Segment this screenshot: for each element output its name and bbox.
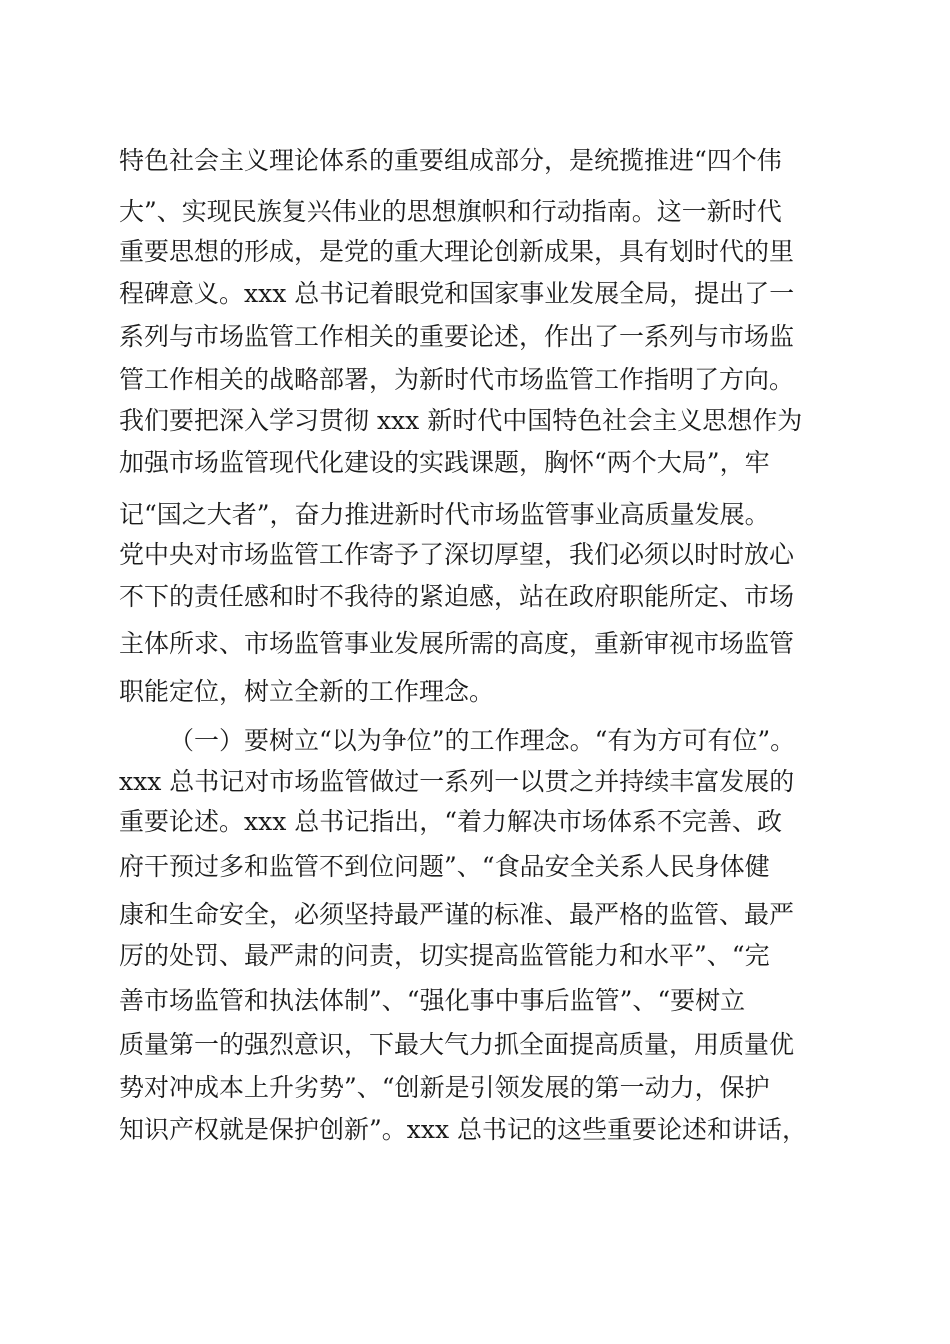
text-line: 大”、实现民族复兴伟业的思想旗帜和行动指南。这一新时代 bbox=[119, 197, 782, 226]
text-line: 康和生命安全，必须坚持最严谨的标准、最严格的监管、最严 bbox=[119, 900, 795, 929]
text-line: 党中央对市场监管工作寄予了深切厚望，我们必须以时时放心 bbox=[119, 540, 795, 569]
text-line: 知识产权就是保护创新”。xxx 总书记的这些重要论述和讲话， bbox=[119, 1115, 808, 1144]
text-line: 我们要把深入学习贯彻 xxx 新时代中国特色社会主义思想作为 bbox=[119, 406, 803, 435]
text-line: 记“国之大者”，奋力推进新时代市场监管事业高质量发展。 bbox=[119, 500, 770, 529]
text-line: 重要论述。xxx 总书记指出，“着力解决市场体系不完善、政 bbox=[119, 807, 783, 836]
text-line: 不下的责任感和时不我待的紧迫感，站在政府职能所定、市场 bbox=[119, 582, 795, 611]
text-line: 程碑意义。xxx 总书记着眼党和国家事业发展全局，提出了一 bbox=[119, 279, 795, 308]
text-line: 特色社会主义理论体系的重要组成部分，是统揽推进“四个伟 bbox=[119, 146, 782, 175]
text-line: 势对冲成本上升劣势”、“创新是引领发展的第一动力，保护 bbox=[119, 1073, 770, 1102]
text-line: 府干预过多和监管不到位问题”、“食品安全关系人民身体健 bbox=[119, 852, 770, 881]
text-line: 管工作相关的战略部署，为新时代市场监管工作指明了方向。 bbox=[119, 365, 795, 394]
text-line: 质量第一的强烈意识，下最大气力抓全面提高质量，用质量优 bbox=[119, 1030, 795, 1059]
text-line: （一）要树立“以为争位”的工作理念。“有为方可有位”。 bbox=[169, 726, 796, 755]
text-line: 职能定位，树立全新的工作理念。 bbox=[119, 677, 495, 706]
text-line: 善市场监管和执法体制”、“强化事中事后监管”、“要树立 bbox=[119, 986, 746, 1015]
text-line: 系列与市场监管工作相关的重要论述，作出了一系列与市场监 bbox=[119, 322, 795, 351]
text-line: 重要思想的形成，是党的重大理论创新成果，具有划时代的里 bbox=[119, 237, 795, 266]
text-line: 主体所求、市场监管事业发展所需的高度，重新审视市场监管 bbox=[119, 629, 795, 658]
text-line: 加强市场监管现代化建设的实践课题，胸怀“两个大局”，牢 bbox=[119, 448, 770, 477]
text-line: xxx 总书记对市场监管做过一系列一以贯之并持续丰富发展的 bbox=[119, 767, 795, 796]
text-line: 厉的处罚、最严肃的问责，切实提高监管能力和水平”、“完 bbox=[119, 941, 770, 970]
